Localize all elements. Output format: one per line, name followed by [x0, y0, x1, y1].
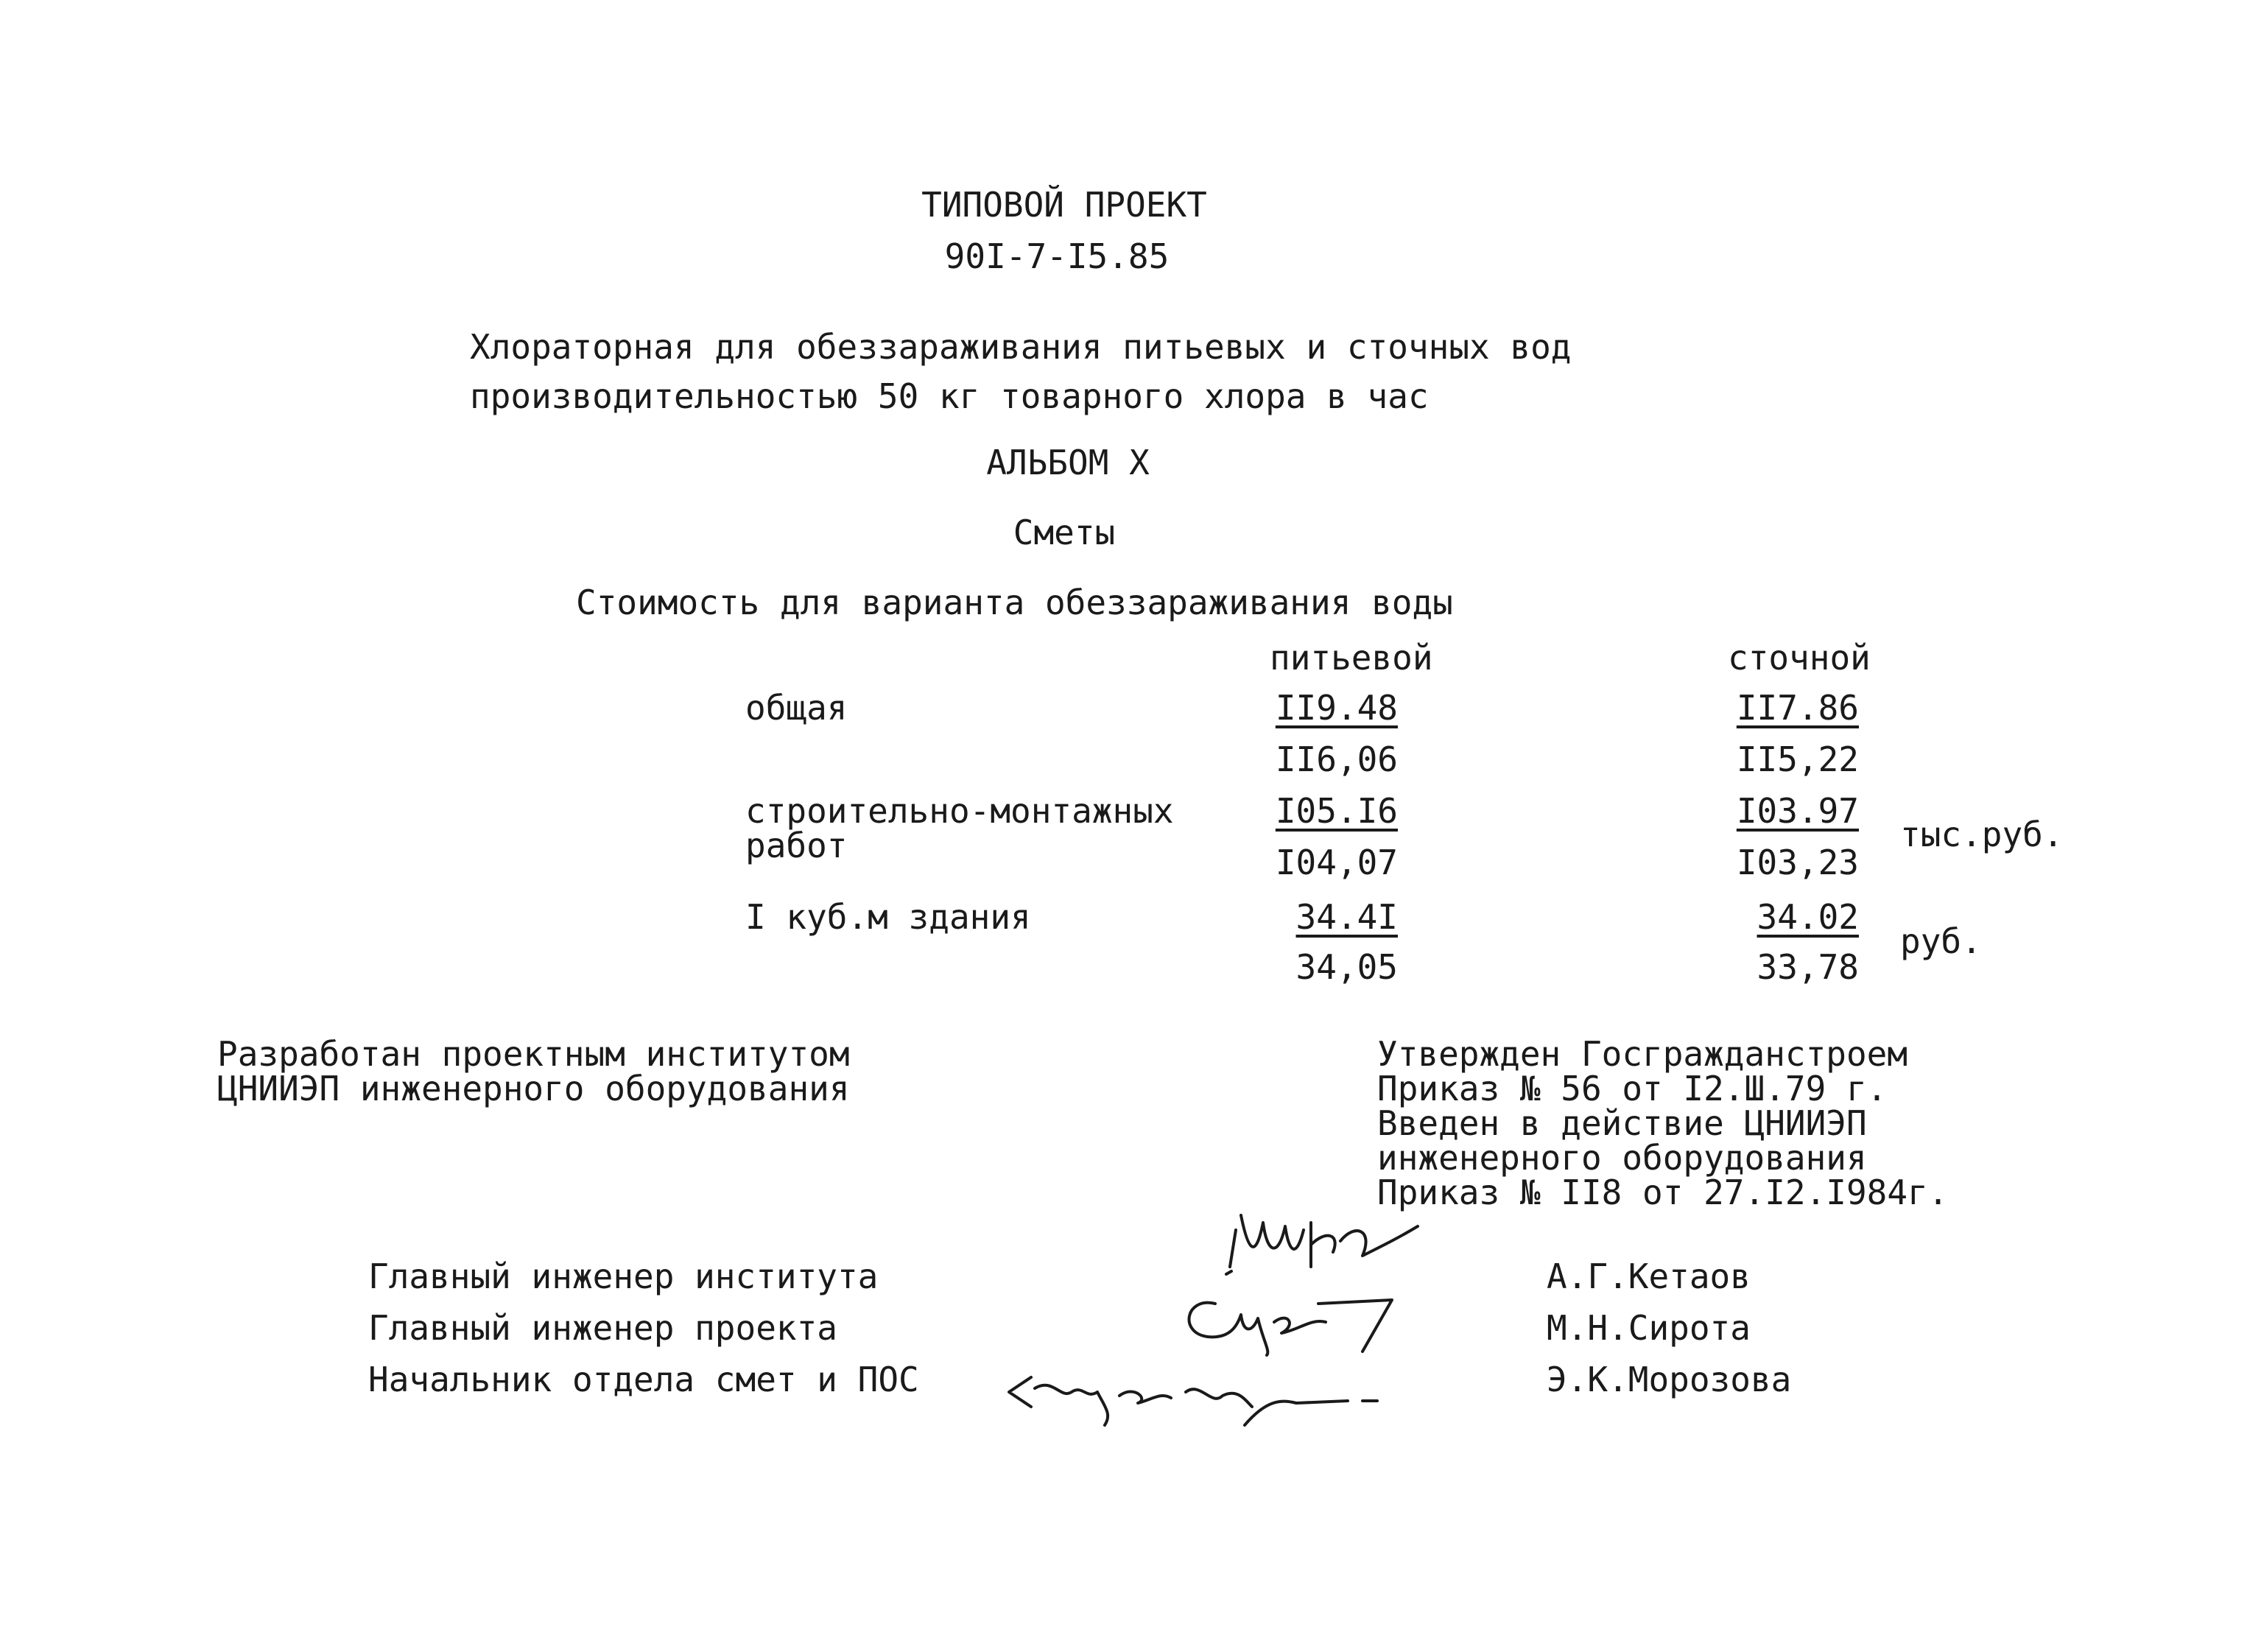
signatory-name-3: Э.К.Морозова — [1547, 1360, 1792, 1399]
approval-line-5: Приказ № II8 от 27.I2.I984г. — [1377, 1173, 1949, 1212]
signature-head-estimates — [1002, 1355, 1385, 1429]
unit-rub: руб. — [1900, 921, 1982, 961]
title-line-1: Хлораторная для обеззараживания питьевых и сточных вод — [470, 327, 1572, 367]
approval-line-4: инженерного оборудования — [1377, 1138, 1867, 1178]
approval-line-2: Приказ № 56 от I2.Ш.79 г. — [1377, 1069, 1888, 1108]
total-sewage-bottom: II5,22 — [1736, 739, 1859, 779]
column-header-sewage: сточной — [1728, 638, 1871, 678]
developer-line-2: ЦНИИЭП инженерного оборудования — [217, 1069, 850, 1108]
row-label-total: общая — [745, 688, 848, 728]
total-sewage-top: II7.86 — [1736, 688, 1859, 728]
signatory-position-1: Главный инженер института — [368, 1256, 879, 1296]
per-cubic-drinking-bottom: 34,05 — [1295, 947, 1398, 987]
construction-drinking-bottom: I04,07 — [1275, 843, 1398, 882]
section-label: Сметы — [1013, 513, 1116, 552]
project-number: 90I-7-I5.85 — [944, 236, 1170, 276]
per-cubic-sewage-bottom: 33,78 — [1757, 947, 1859, 987]
unit-thousand-rub: тыс.руб. — [1900, 815, 2064, 854]
signature-chief-engineer-project — [1171, 1282, 1407, 1363]
signature-chief-engineer-institute — [1215, 1201, 1436, 1289]
signatory-name-2: М.Н.Сирота — [1547, 1308, 1751, 1348]
row-label-construction-2: работ — [745, 826, 848, 865]
signatory-name-1: А.Г.Кетаов — [1547, 1256, 1751, 1296]
per-cubic-drinking-top: 34.4I — [1295, 897, 1398, 937]
row-label-per-cubic-meter: I куб.м здания — [745, 897, 1031, 937]
total-drinking-bottom: II6,06 — [1275, 739, 1398, 779]
signatory-position-2: Главный инженер проекта — [368, 1308, 837, 1348]
project-type: ТИПОВОЙ ПРОЕКТ — [921, 185, 1207, 225]
per-cubic-sewage-top: 34.02 — [1757, 897, 1859, 937]
title-line-2: производительностью 50 кг товарного хлора в час — [470, 376, 1429, 416]
row-label-construction: строительно-монтажных — [745, 791, 1174, 831]
construction-drinking-top: I05.I6 — [1275, 791, 1398, 831]
construction-sewage-top: I03.97 — [1736, 791, 1859, 831]
approval-line-1: Утвержден Госгражданстроем — [1377, 1034, 1908, 1074]
total-drinking-top: II9.48 — [1275, 688, 1398, 728]
cost-table-caption: Стоимость для варианта обеззараживания воды — [576, 583, 1453, 622]
album-label: АЛЬБОМ X — [986, 443, 1150, 482]
construction-sewage-bottom: I03,23 — [1736, 843, 1859, 882]
column-header-drinking: питьевой — [1270, 638, 1433, 678]
signatory-position-3: Начальник отдела смет и ПОС — [368, 1360, 919, 1399]
developer-line-1: Разработан проектным институтом — [217, 1034, 850, 1074]
approval-line-3: Введен в действие ЦНИИЭП — [1377, 1103, 1867, 1143]
